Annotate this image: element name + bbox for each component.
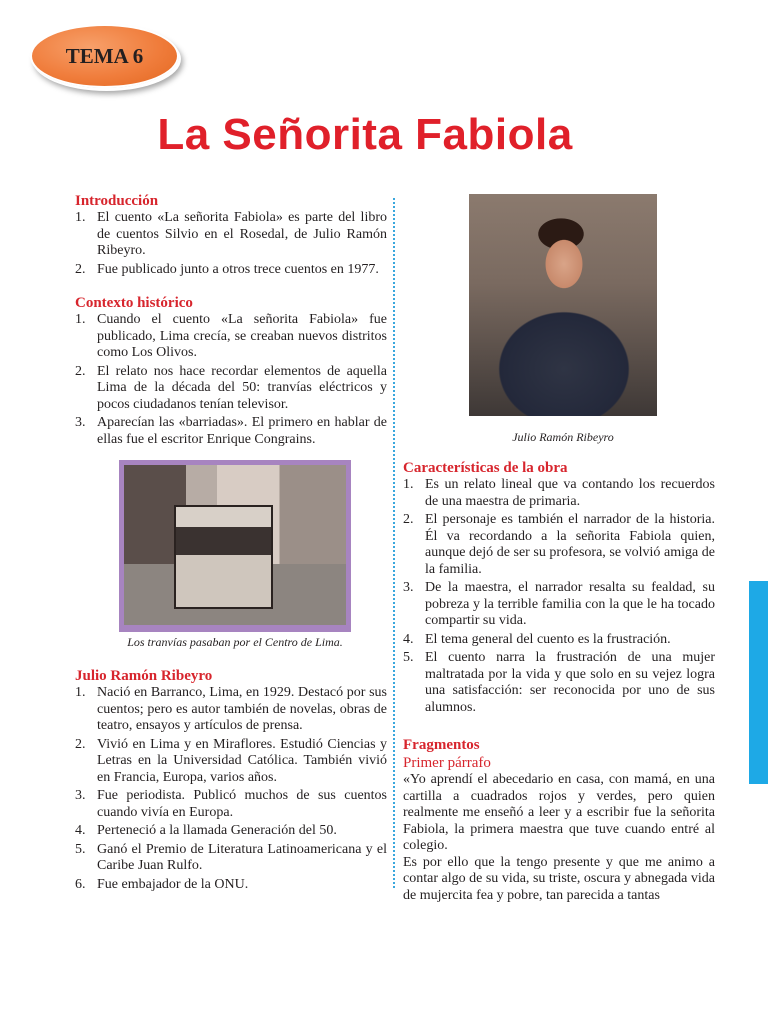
list-item bbox=[75, 823, 387, 840]
caracteristicas-heading: Características de la obra bbox=[403, 460, 568, 476]
list-item bbox=[75, 415, 387, 448]
item-number: 1. bbox=[403, 477, 414, 492]
item-text: El tema general del cuento es la frustración. bbox=[425, 631, 671, 647]
list-item bbox=[75, 737, 387, 787]
side-tab-marker bbox=[749, 581, 768, 784]
item-number: 1. bbox=[75, 685, 86, 700]
fragment-paragraph-2: Es por ello que la tengo presente y que me animo a contar algo de su vida, su triste, oscura y abnegada vida de mujercita fea y pobre, tan parecida a tantas bbox=[403, 854, 715, 903]
item-number: 5. bbox=[75, 841, 86, 857]
list-item bbox=[403, 632, 715, 649]
list-item bbox=[403, 650, 715, 716]
item-text: El personaje es también el narrador de la historia. Él va recordando a la señorita Fabiola quien, aunque dejó de ser su profesora, se volvió amiga de la familia. bbox=[425, 512, 715, 577]
fragment-paragraph-1: «Yo aprendí el abecedario en casa, con mamá, en una cartilla a cuadrados rojos y verdes, pero quien realmente me enseñó a leer y a escribir fue la señorita Fabiola, la primera maestra que tuve cuando entré al colegio. bbox=[403, 772, 715, 853]
tema-badge-label: TEMA 6 bbox=[65, 43, 144, 68]
item-number: 2. bbox=[403, 512, 414, 527]
item-text: Perteneció a la llamada Generación del 50. bbox=[97, 823, 337, 838]
item-number: 6. bbox=[75, 876, 86, 892]
intro-list bbox=[75, 210, 387, 278]
item-number: 3. bbox=[403, 580, 414, 595]
item-text: Nació en Barranco, Lima, en 1929. Destacó por sus cuentos; pero es autor también de novelas, obras de teatro, ensayos y artículos de prensa. bbox=[97, 685, 387, 733]
item-text: El relato nos hace recordar elementos de aquella Lima de la década del 50: tranvías eléctricos y pocos ciudadanos tenían televisor. bbox=[97, 363, 387, 412]
item-text: Es un relato lineal que va contando los recuerdos de una maestra de primaria. bbox=[425, 477, 715, 509]
item-number: 2. bbox=[75, 261, 86, 277]
list-item bbox=[75, 262, 387, 279]
column-divider bbox=[393, 198, 395, 888]
item-number: 3. bbox=[75, 788, 86, 803]
item-number: 2. bbox=[75, 736, 86, 752]
autor-heading: Julio Ramón Ribeyro bbox=[75, 668, 213, 684]
item-text: Vivió en Lima y en Miraflores. Estudió Ciencias y Letras en la Universidad Católica. También vivió en Francia, Europa, varios años. bbox=[97, 736, 387, 785]
item-text: Fue periodista. Publicó muchos de sus cuentos cuando vivía en Europa. bbox=[97, 788, 387, 820]
autor-section bbox=[75, 667, 387, 895]
author-photo-image bbox=[469, 194, 657, 416]
list-item bbox=[75, 842, 387, 875]
item-text: Fue publicado junto a otros trece cuentos en 1977. bbox=[97, 261, 379, 277]
list-item bbox=[75, 364, 387, 414]
list-item bbox=[403, 512, 715, 578]
list-item bbox=[75, 877, 387, 894]
intro-heading: Introducción bbox=[75, 193, 159, 209]
list-item bbox=[75, 685, 387, 735]
item-text: De la maestra, el narrador resalta su fealdad, su pobreza y la terrible familia con la que le ha tocado compartir su vida. bbox=[425, 580, 715, 628]
list-item bbox=[75, 312, 387, 362]
fragmentos-subheading: Primer párrafo bbox=[403, 755, 491, 771]
item-text: Aparecían las «barriadas». El primero en hablar de ellas fue el escritor Enrique Congrains. bbox=[97, 415, 387, 447]
contexto-heading: Contexto histórico bbox=[75, 295, 193, 311]
autor-list bbox=[75, 685, 387, 893]
item-text: Fue embajador de la ONU. bbox=[97, 876, 249, 892]
fragmentos-heading: Fragmentos bbox=[403, 737, 480, 753]
contexto-list bbox=[75, 312, 387, 448]
left-column bbox=[75, 192, 387, 450]
item-number: 2. bbox=[75, 363, 86, 379]
item-number: 1. bbox=[75, 210, 86, 225]
item-text: El cuento narra la frustración de una mujer maltratada por la vida y que solo en su vejez logra una satisfacción: ser reconocida por uno de sus alumnos. bbox=[425, 650, 715, 715]
list-item bbox=[75, 788, 387, 821]
item-text: Cuando el cuento «La señorita Fabiola» fue publicado, Lima crecía, se creaban nuevos distritos como Los Olivos. bbox=[97, 312, 387, 360]
tram-caption: Los tranvías pasaban por el Centro de Lima. bbox=[127, 635, 343, 649]
item-number: 5. bbox=[403, 650, 414, 665]
tram-photo-image bbox=[124, 465, 346, 625]
tram-photo bbox=[119, 460, 351, 632]
right-column bbox=[403, 459, 715, 904]
list-item bbox=[403, 580, 715, 630]
item-number: 4. bbox=[403, 631, 414, 647]
tema-badge bbox=[30, 24, 179, 88]
item-number: 1. bbox=[75, 312, 86, 327]
author-photo-caption: Julio Ramón Ribeyro bbox=[512, 430, 614, 444]
item-number: 4. bbox=[75, 823, 86, 838]
tram-shape bbox=[174, 505, 273, 609]
list-item bbox=[403, 477, 715, 510]
author-photo bbox=[469, 194, 657, 416]
page-title: La Señorita Fabiola bbox=[157, 110, 573, 159]
caracteristicas-list bbox=[403, 477, 715, 716]
item-number: 3. bbox=[75, 415, 86, 430]
item-text: Ganó el Premio de Literatura Latinoamericana y el Caribe Juan Rulfo. bbox=[97, 841, 387, 873]
list-item bbox=[75, 210, 387, 260]
item-text: El cuento «La señorita Fabiola» es parte del libro de cuentos Silvio en el Rosedal, de Julio Ramón Ribeyro. bbox=[97, 210, 387, 258]
